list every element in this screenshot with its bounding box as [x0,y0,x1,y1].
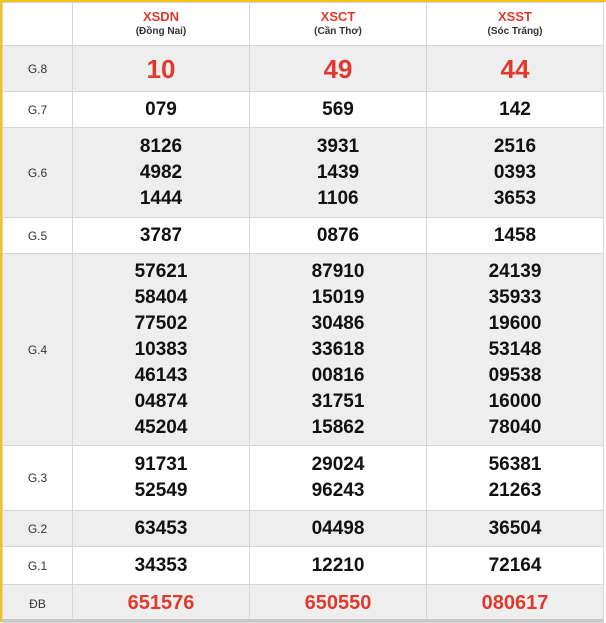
prize-number: 00816 [311,364,365,386]
prize-cell [427,585,604,623]
prize-number: 58404 [134,286,188,308]
header-province-soctrang[interactable] [427,3,604,46]
prize-number: 8126 [139,135,183,157]
prize-number: 650550 [304,592,372,614]
prize-number: 35933 [488,286,542,308]
prize-cell [73,585,250,623]
prize-row [3,585,604,623]
prize-label: G.3 [3,446,73,511]
prize-cell [73,547,250,585]
prize-number: 52549 [134,480,188,501]
prize-cell [73,254,250,446]
province-code[interactable]: XSST [498,9,532,24]
prize-number: 1444 [139,187,183,209]
prize-label: G.2 [3,511,73,547]
prize-number: 10383 [134,338,188,360]
prize-number: 63453 [134,517,188,539]
prize-number: 142 [499,98,531,120]
prize-row [3,511,604,547]
prize-number: 36504 [488,517,542,539]
prize-row [3,446,604,511]
prize-cell [73,446,250,511]
prize-number: 56381 [488,454,542,475]
prize-number: 15862 [311,416,365,438]
prize-cell [250,547,427,585]
prize-number: 3931 [316,135,360,157]
province-name: (Đồng Nai) [135,26,187,37]
prize-row [3,547,604,585]
prize-cell [250,446,427,511]
prize-cell [73,218,250,254]
prize-number: 91731 [134,454,188,475]
prize-cell [250,585,427,623]
prize-cell [427,128,604,218]
prize-cell [427,254,604,446]
prize-number: 31751 [311,390,365,412]
prize-label: G.5 [3,218,73,254]
province-code[interactable]: XSCT [320,9,356,24]
header-row [3,3,604,46]
prize-number: 24139 [488,260,542,282]
header-province-cantho[interactable] [250,3,427,46]
prize-number: 651576 [127,592,195,614]
prize-label: ĐB [3,585,73,623]
prize-number: 1106 [317,187,359,209]
prize-cell [427,446,604,511]
prize-number: 1439 [316,161,360,183]
prize-cell [250,511,427,547]
prize-number: 2516 [493,135,537,157]
prize-number: 19600 [488,312,542,334]
prize-label: G.8 [3,46,73,92]
prize-number: 3787 [139,224,183,246]
prize-number: 33618 [311,338,365,360]
prize-row [3,92,604,128]
prize-number: 04498 [311,517,365,539]
prize-number: 96243 [311,480,365,501]
prize-number: 16000 [488,390,542,412]
prize-number: 12210 [311,554,365,576]
prize-cell [250,218,427,254]
prize-number: 29024 [311,454,365,475]
prize-number: 080617 [481,592,549,614]
prize-row [3,218,604,254]
prize-number: 10 [146,53,176,84]
prize-number: 57621 [134,260,188,282]
prize-number: 46143 [134,364,188,386]
prize-number: 77502 [134,312,188,334]
prize-cell [73,128,250,218]
prize-cell [427,547,604,585]
prize-number: 15019 [311,286,365,308]
prize-number: 44 [500,53,530,84]
prize-number: 4982 [139,161,183,183]
prize-cell [250,46,427,92]
prize-cell [73,511,250,547]
prize-row [3,46,604,92]
header-corner [3,3,73,46]
prize-label: G.7 [3,92,73,128]
lottery-results-table [2,2,604,623]
prize-number: 1458 [493,224,537,246]
prize-cell [250,254,427,446]
prize-cell [427,218,604,254]
prize-cell [427,46,604,92]
prize-cell [427,92,604,128]
prize-number: 04874 [134,390,188,412]
prize-cell [427,511,604,547]
prize-number: 079 [145,98,177,120]
prize-number: 34353 [134,554,188,576]
prize-number: 3653 [493,187,537,209]
prize-cell [250,92,427,128]
prize-number: 49 [323,53,353,84]
province-name: (Cần Thơ) [314,26,362,37]
prize-number: 21263 [488,480,542,501]
prize-number: 0876 [316,224,360,246]
prize-number: 72164 [488,554,542,576]
header-province-dongnai[interactable] [73,3,250,46]
prize-number: 09538 [488,364,542,386]
prize-cell [250,128,427,218]
province-code[interactable]: XSDN [142,9,180,24]
prize-number: 87910 [311,260,365,282]
prize-number: 53148 [488,338,542,360]
prize-label: G.1 [3,547,73,585]
prize-number: 569 [322,98,354,120]
prize-cell [73,46,250,92]
province-name: (Sóc Trăng) [487,26,543,37]
prize-number: 45204 [134,416,188,438]
prize-number: 0393 [493,161,537,183]
prize-row [3,128,604,218]
prize-label: G.4 [3,254,73,446]
prize-number: 30486 [311,312,365,334]
prize-label: G.6 [3,128,73,218]
prize-cell [73,92,250,128]
prize-number: 78040 [488,416,542,438]
prize-row [3,254,604,446]
